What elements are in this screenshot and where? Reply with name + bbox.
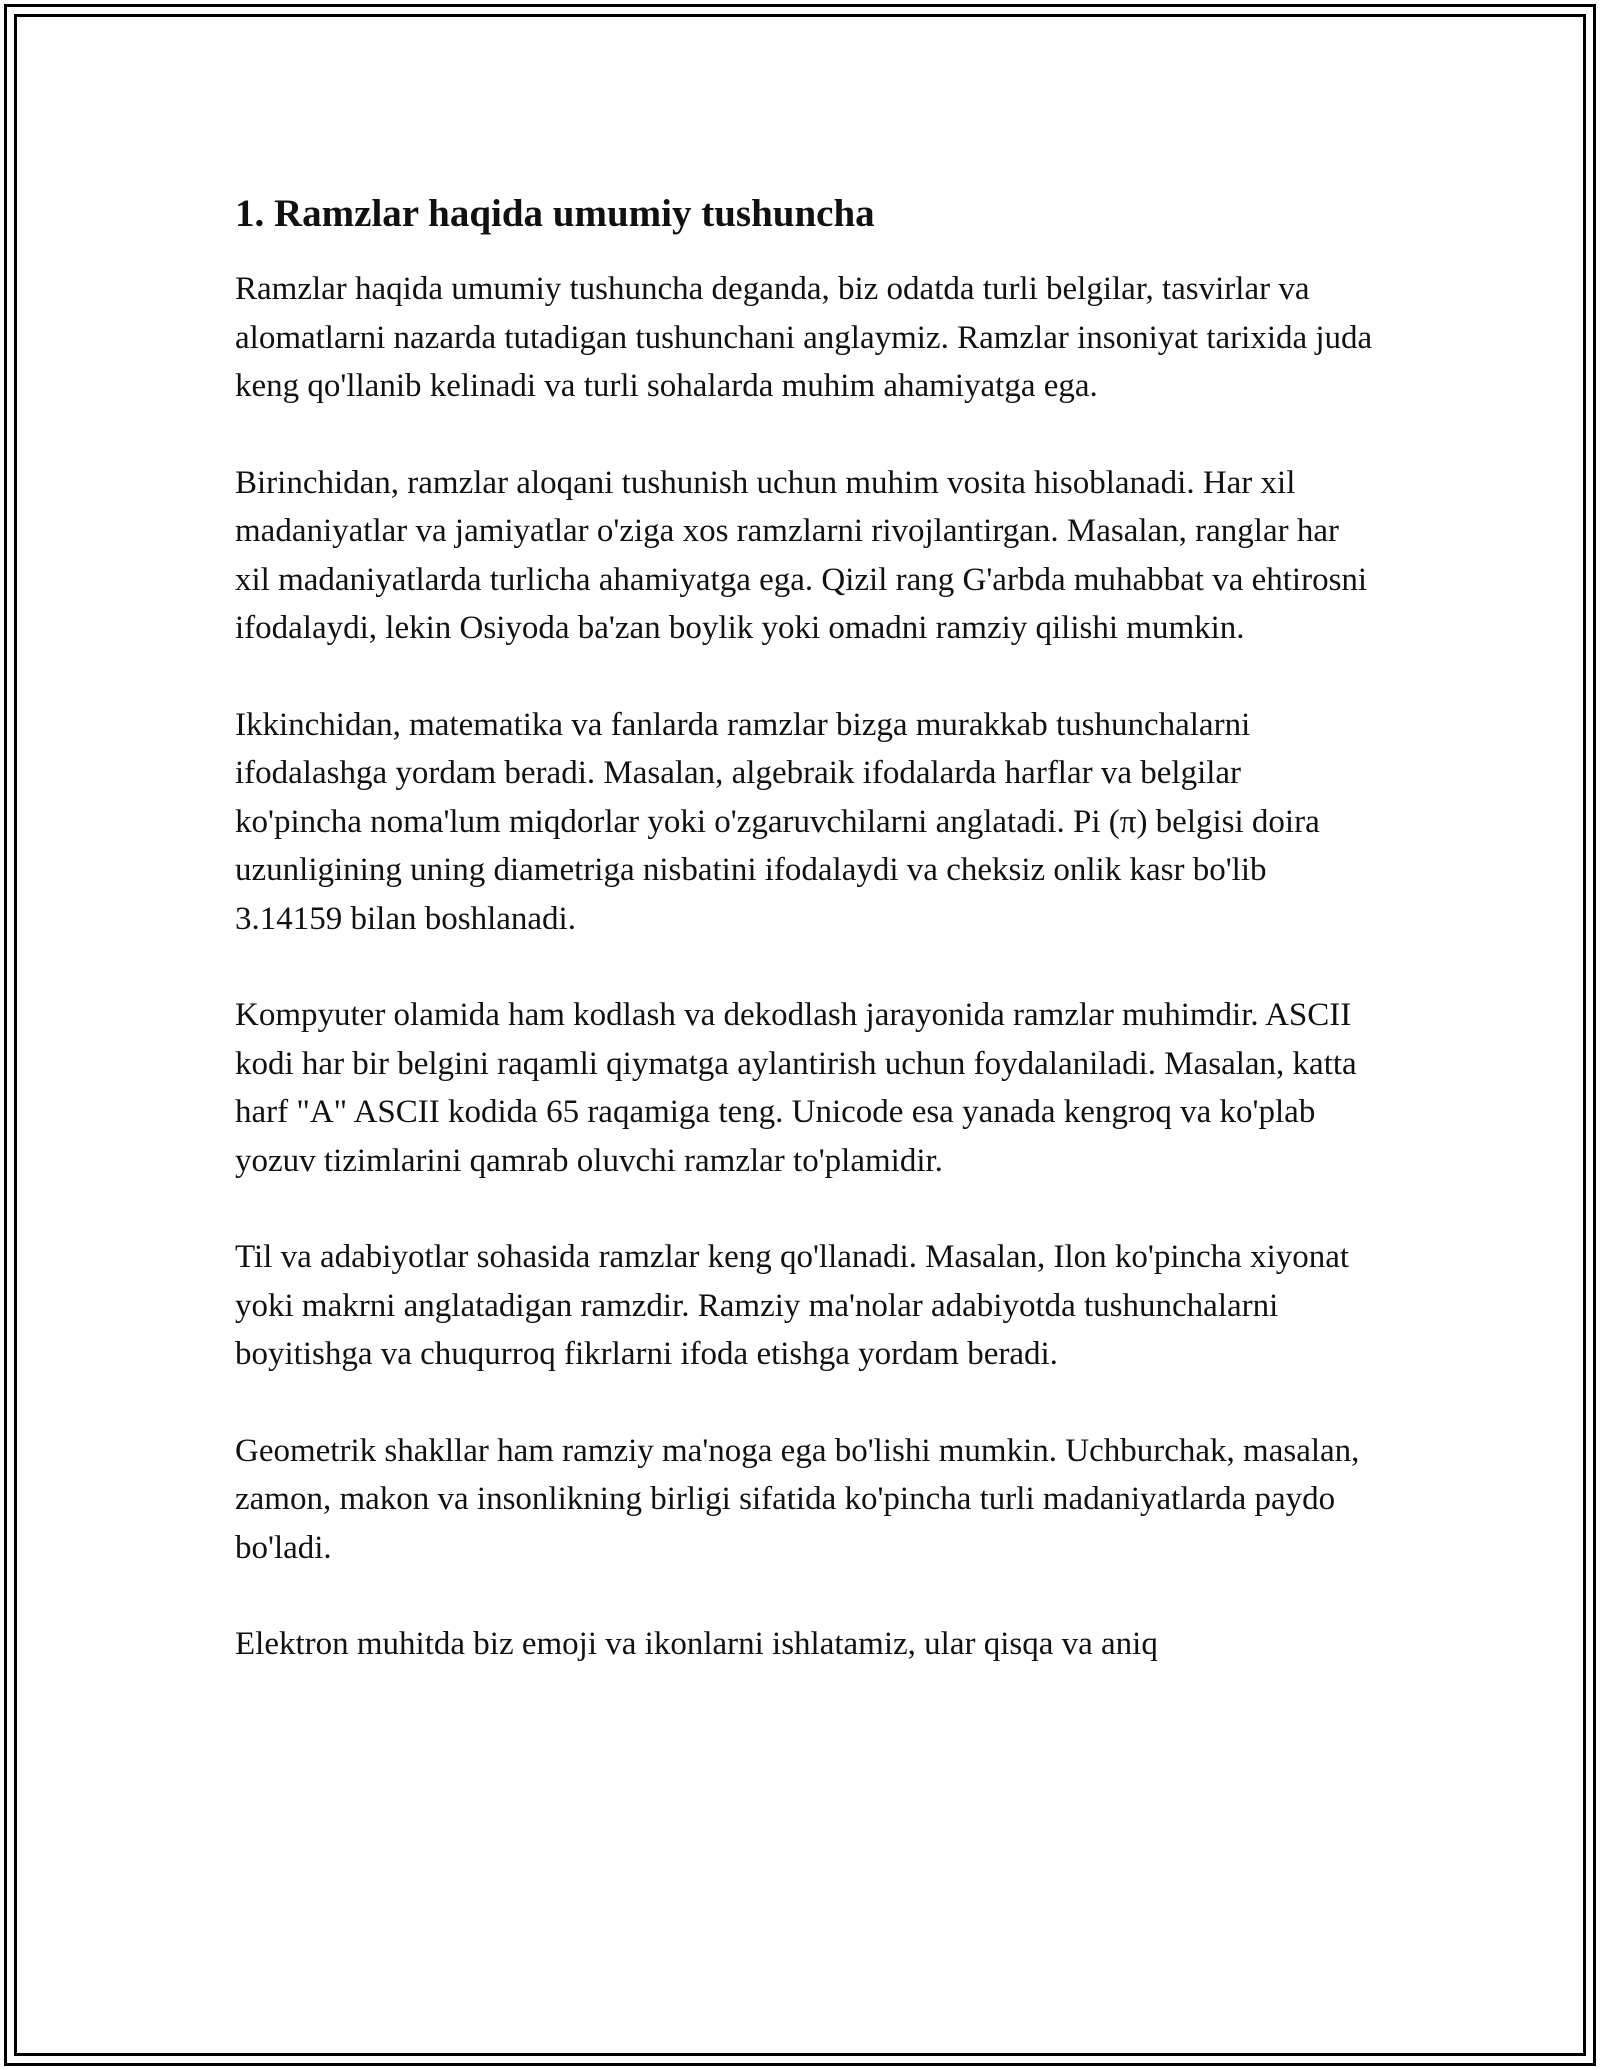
paragraph-communication: Birinchidan, ramzlar aloqani tushunish uchun muhim vosita hisoblanadi. Har xil madaniyatlar va jamiyatlar o'ziga xos ramzlarni rivojlantirgan. Masalan, ranglar har xil madaniyatlarda turlicha ahamiyatga ega. Qizil rang G'arbda muhabbat va ehtirosni ifodalaydi, lekin Osiyoda ba'zan boylik yoki omadni ramziy qilishi mumkin. <box>235 464 1368 646</box>
section-heading: 1. Ramzlar haqida umumiy tushuncha <box>235 192 875 235</box>
paragraph-computing: Kompyuter olamida ham kodlash va dekodlash jarayonida ramzlar muhimdir. ASCII kodi har bir belgini raqamli qiymatga aylantirish uchun foydalaniladi. Masalan, katta harf "A" ASCII kodida 65 raqamiga teng. Unicode esa yanada kengroq va ko'plab yozuv tizimlarini qamrab oluvchi ramzlar to'plamidir. <box>235 997 1357 1179</box>
paragraph-intro: Ramzlar haqida umumiy tushuncha deganda, biz odatda turli belgilar, tasvirlar va alomatlarni nazarda tutadigan tushunchani anglaymiz. Ramzlar insoniyat tarixida juda keng qo'llanib kelinadi va turli sohalarda muhim ahamiyatga ega. <box>235 271 1373 404</box>
document-body <box>235 185 1375 1717</box>
paragraph-mathematics: Ikkinchidan, matematika va fanlarda ramzlar bizga murakkab tushunchalarni ifodalashga yordam beradi. Masalan, algebraik ifodalarda harflar va belgilar ko'pincha noma'lum miqdorlar yoki o'zgaruvchilarni anglatadi. Pi (π) belgisi doira uzunligining uning diametriga nisbatini ifodalaydi va cheksiz onlik kasr bo'lib 3.14159 bilan boshlanadi. <box>235 706 1320 937</box>
paragraph-electronic: Elektron muhitda biz emoji va ikonlarni ishlatamiz, ular qisqa va aniq <box>235 1626 1158 1662</box>
paragraph-literature: Til va adabiyotlar sohasida ramzlar keng qo'llanadi. Masalan, Ilon ko'pincha xiyonat yoki makrni anglatadigan ramzdir. Ramziy ma'nolar adabiyotda tushunchalarni boyitishga va chuqurroq fikrlarni ifoda etishga yordam beradi. <box>235 1239 1350 1372</box>
paragraph-geometry: Geometrik shakllar ham ramziy ma'noga ega bo'lishi mumkin. Uchburchak, masalan, zamon, makon va insonlikning birligi sifatida ko'pincha turli madaniyatlarda paydo bo'ladi. <box>235 1432 1360 1566</box>
